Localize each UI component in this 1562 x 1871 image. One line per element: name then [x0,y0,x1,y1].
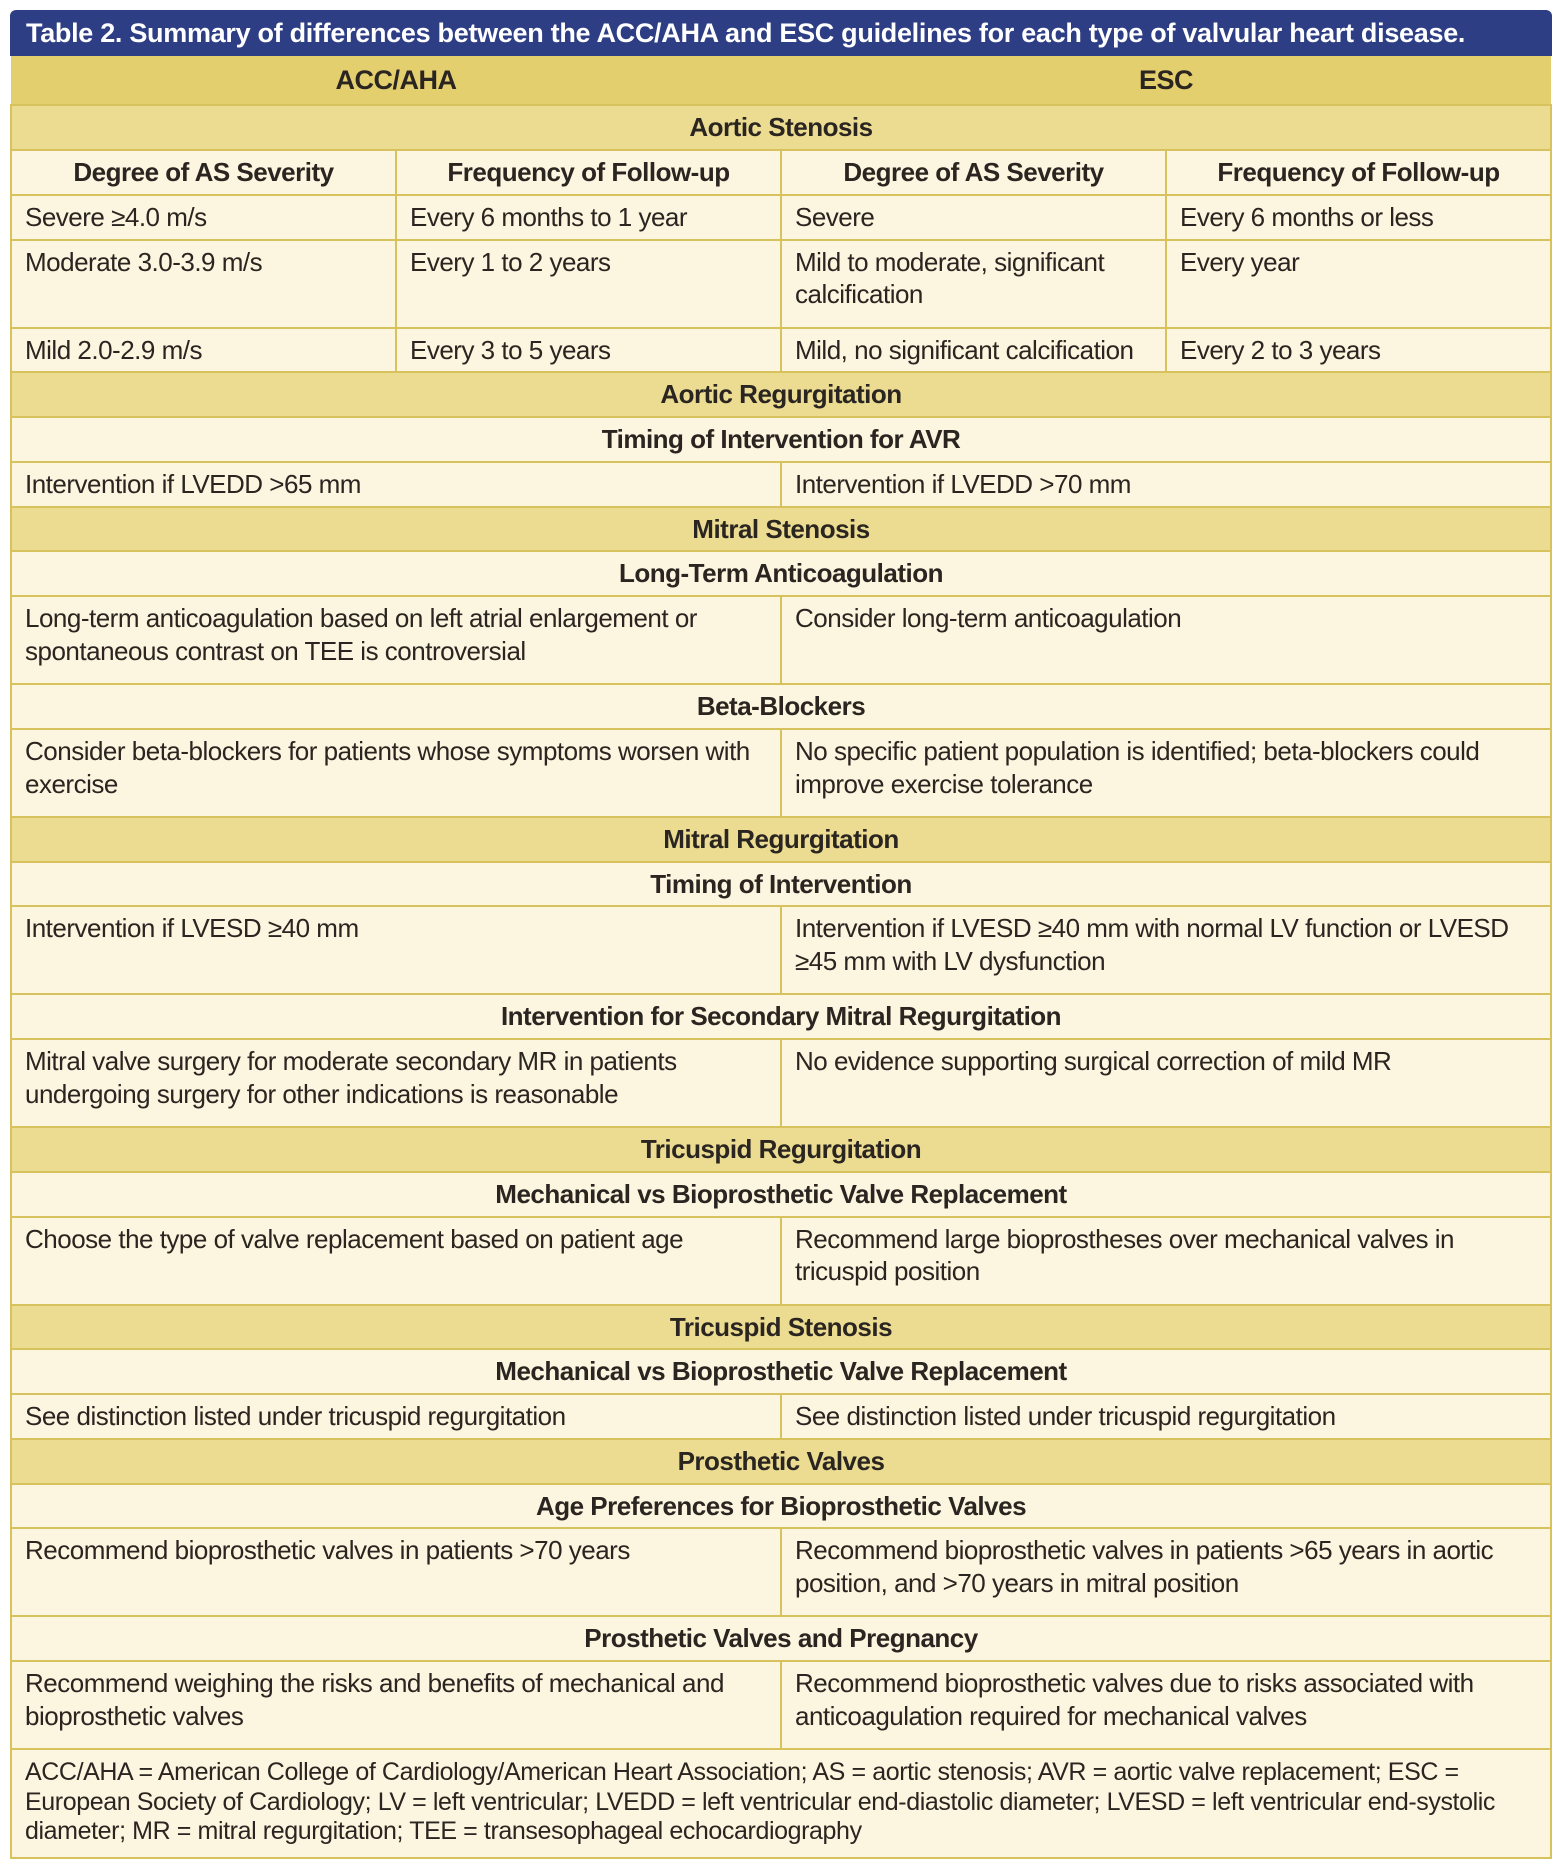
table-cell: Severe [781,195,1166,240]
section-row-tricuspid-stenosis [11,1305,1551,1350]
table-cell: Mild 2.0-2.9 m/s [11,328,396,373]
subsection-header: Long-Term Anticoagulation [11,551,1551,596]
subsection-header: Beta-Blockers [11,684,1551,729]
table-row [11,1661,1551,1749]
table-cell: Intervention if LVESD ≥40 mm [11,906,781,994]
as-column-header-row [11,150,1551,195]
guidelines-table [10,56,1552,1858]
subsection-header-row [11,551,1551,596]
table-cell: Every 3 to 5 years [396,328,781,373]
table-cell: Every 2 to 3 years [1166,328,1551,373]
section-title: Aortic Stenosis [11,105,1551,150]
column-header: Degree of AS Severity [781,150,1166,195]
table-cell: Severe ≥4.0 m/s [11,195,396,240]
table-cell: Mitral valve surgery for moderate secondary MR in patients undergoing surgery for other indications is reasonable [11,1039,781,1127]
table-row [11,1394,1551,1439]
table-cell: See distinction listed under tricuspid regurgitation [781,1394,1551,1439]
table-row [11,1039,1551,1127]
section-title: Prosthetic Valves [11,1439,1551,1484]
section-title: Mitral Regurgitation [11,817,1551,862]
subsection-header: Prosthetic Valves and Pregnancy [11,1616,1551,1661]
column-header: Frequency of Follow-up [396,150,781,195]
column-header: Degree of AS Severity [11,150,396,195]
table-row [11,195,1551,240]
section-title: Aortic Regurgitation [11,372,1551,417]
section-title: Tricuspid Regurgitation [11,1127,1551,1172]
table-cell: Mild, no significant calcification [781,328,1166,373]
table-row [11,1217,1551,1305]
table-cell: Moderate 3.0-3.9 m/s [11,240,396,328]
table-cell: Choose the type of valve replacement based on patient age [11,1217,781,1305]
table-cell: Recommend bioprosthetic valves due to risks associated with anticoagulation required for mechanical valves [781,1661,1551,1749]
subsection-header-row [11,1484,1551,1529]
table-cell: See distinction listed under tricuspid regurgitation [11,1394,781,1439]
table-cell: Recommend weighing the risks and benefits of mechanical and bioprosthetic valves [11,1661,781,1749]
column-header: Frequency of Follow-up [1166,150,1551,195]
table-cell: Recommend large bioprostheses over mechanical valves in tricuspid position [781,1217,1551,1305]
section-row-mitral-regurgitation [11,817,1551,862]
table-cell: Every 1 to 2 years [396,240,781,328]
table-cell: Intervention if LVEDD >65 mm [11,462,781,507]
subsection-header-row [11,994,1551,1039]
section-row-tricuspid-regurgitation [11,1127,1551,1172]
subsection-header: Timing of Intervention [11,862,1551,907]
subsection-header-row [11,684,1551,729]
table-cell: Every 6 months or less [1166,195,1551,240]
table-row [11,1528,1551,1616]
table-row [11,906,1551,994]
table-row [11,462,1551,507]
subsection-header: Age Preferences for Bioprosthetic Valves [11,1484,1551,1529]
subsection-header-row [11,862,1551,907]
table-title: Table 2. Summary of differences between the ACC/AHA and ESC guidelines for each type of valvular heart disease. [26,18,1466,48]
org-header-row [11,56,1551,105]
subsection-header: Timing of Intervention for AVR [11,417,1551,462]
table-cell: Mild to moderate, significant calcification [781,240,1166,328]
table-cell: Consider long-term anticoagulation [781,596,1551,684]
footnote: ACC/AHA = American College of Cardiology/American Heart Association; AS = aortic stenosis; AVR = aortic valve replacement; ESC = European Society of Cardiology; LV = left ventricular; LVEDD = left ventricular end-diastolic diameter; LVESD = left ventricular end-systolic diameter; MR = mitral regurgitation; TEE = transesophageal echocardiography [11,1749,1551,1858]
section-row-aortic-regurgitation [11,372,1551,417]
subsection-header: Intervention for Secondary Mitral Regurgitation [11,994,1551,1039]
section-title: Tricuspid Stenosis [11,1305,1551,1350]
table-row [11,596,1551,684]
section-row-mitral-stenosis [11,507,1551,552]
table-cell: No evidence supporting surgical correction of mild MR [781,1039,1551,1127]
subsection-header: Mechanical vs Bioprosthetic Valve Replacement [11,1349,1551,1394]
table-cell: Recommend bioprosthetic valves in patients >70 years [11,1528,781,1616]
table-row [11,328,1551,373]
table-cell: No specific patient population is identified; beta-blockers could improve exercise tolerance [781,729,1551,817]
org-header-esc: ESC [781,56,1551,105]
org-header-acc-aha: ACC/AHA [11,56,781,105]
table-cell: Every year [1166,240,1551,328]
section-row-prosthetic-valves [11,1439,1551,1484]
subsection-header-row [11,1349,1551,1394]
table-cell: Long-term anticoagulation based on left atrial enlargement or spontaneous contrast on TEE is controversial [11,596,781,684]
table-row [11,729,1551,817]
subsection-header: Mechanical vs Bioprosthetic Valve Replacement [11,1172,1551,1217]
subsection-header-row [11,1616,1551,1661]
table-title-bar [10,10,1552,56]
section-row-aortic-stenosis [11,105,1551,150]
footnote-row [11,1749,1551,1858]
section-title: Mitral Stenosis [11,507,1551,552]
table-cell: Intervention if LVEDD >70 mm [781,462,1551,507]
table-cell: Consider beta-blockers for patients whose symptoms worsen with exercise [11,729,781,817]
table-cell: Recommend bioprosthetic valves in patients >65 years in aortic position, and >70 years in mitral position [781,1528,1551,1616]
table-cell: Every 6 months to 1 year [396,195,781,240]
subsection-header-row [11,417,1551,462]
table-cell: Intervention if LVESD ≥40 mm with normal LV function or LVESD ≥45 mm with LV dysfunction [781,906,1551,994]
table-row [11,240,1551,328]
subsection-header-row [11,1172,1551,1217]
